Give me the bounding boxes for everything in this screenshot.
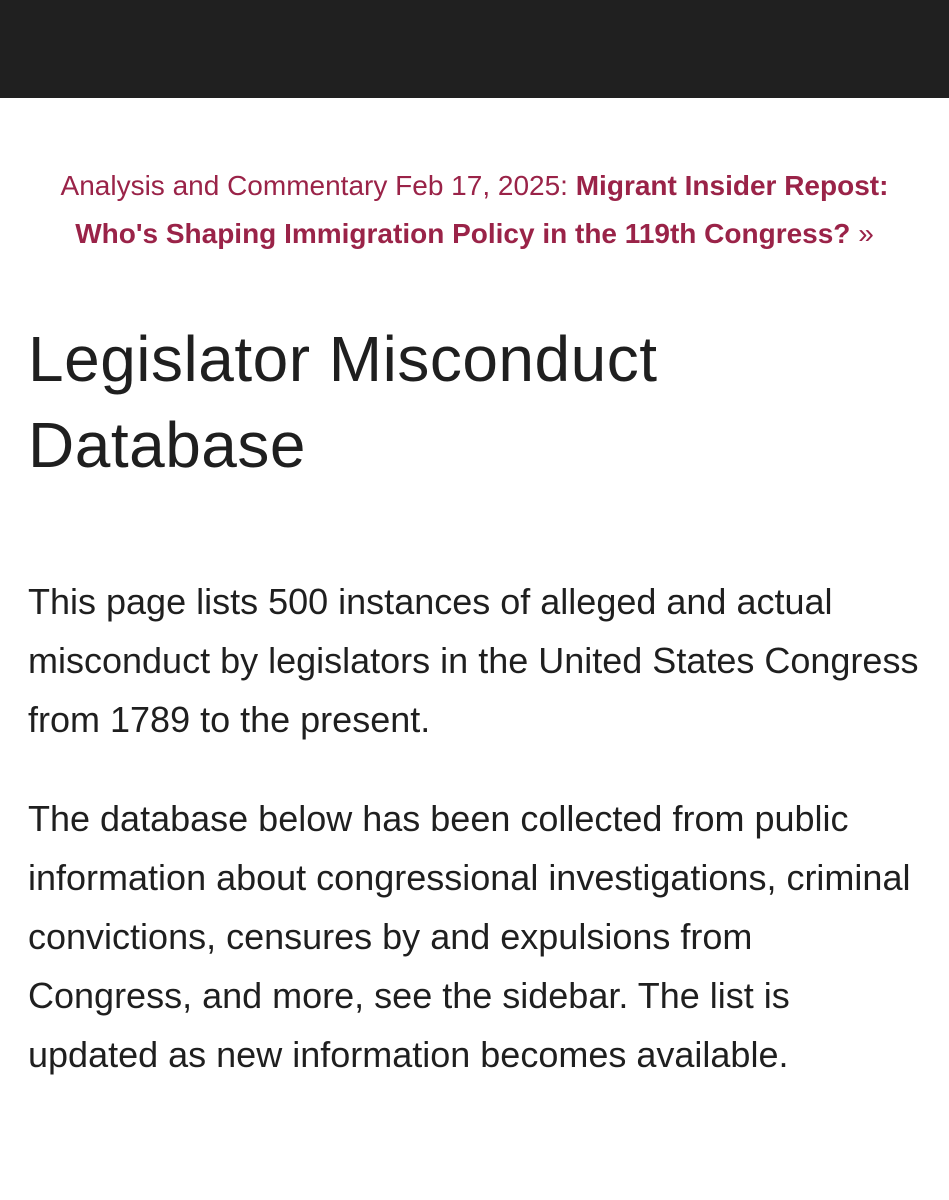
page-title: Legislator Misconduct Database — [28, 323, 658, 481]
main-content — [0, 316, 949, 1084]
announcement-headline-link[interactable]: Migrant Insider Repost: Who's Shaping Immigration Policy in the 119th Congress? — [75, 170, 889, 249]
announcement-category: Analysis and Commentary — [60, 170, 388, 201]
intro-paragraph: This page lists 500 instances of alleged and actual misconduct by legislators in the United States Congress from 1789 to the present. — [28, 581, 919, 740]
announcement-date: Feb 17, 2025: — [395, 170, 568, 201]
announcement-banner — [60, 98, 890, 258]
read-more-link[interactable]: » — [858, 218, 874, 249]
details-paragraph: The database below has been collected from public information about congressional investigations, criminal convictions, censures by and expulsions from Congress, and more, see the sidebar. The list is updated as new information becomes available. — [28, 798, 911, 1075]
top-navigation-bar — [0, 0, 949, 98]
